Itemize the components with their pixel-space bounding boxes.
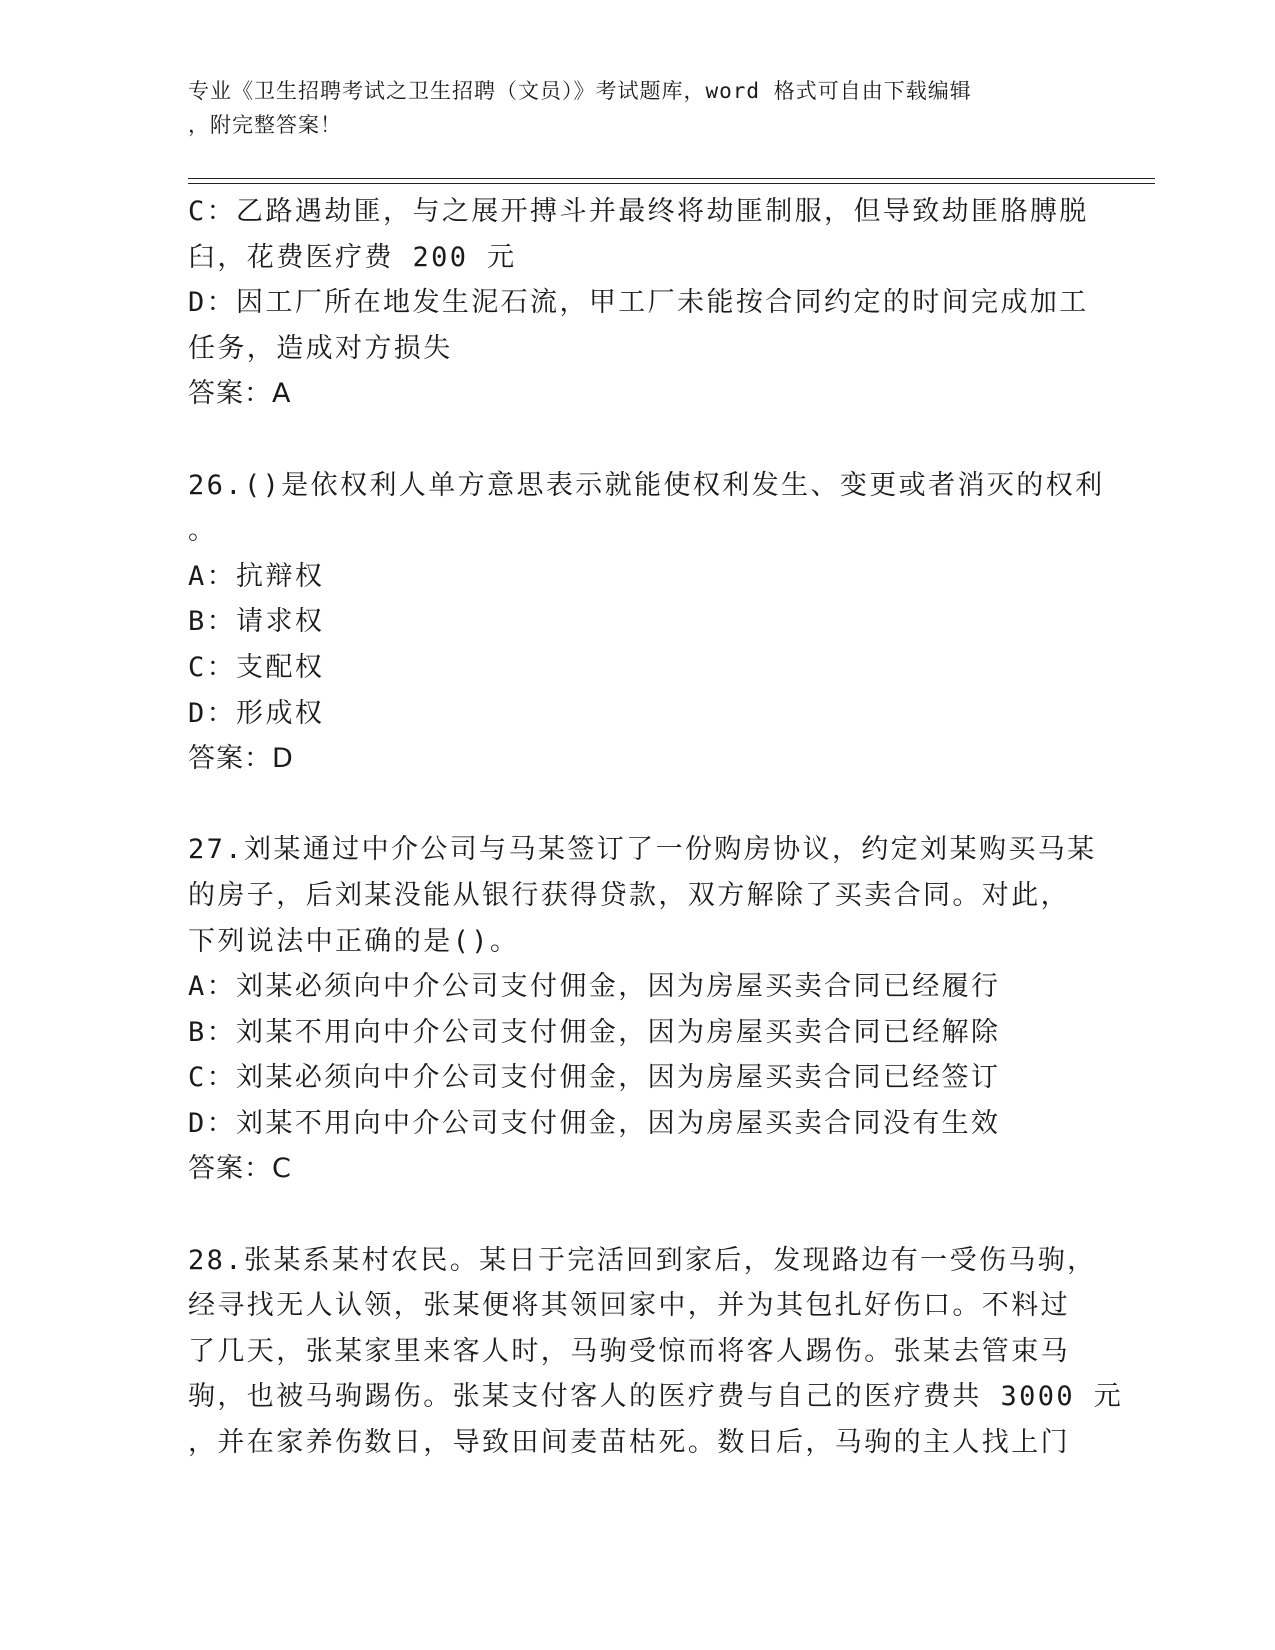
header-divider-top: [188, 178, 1155, 179]
option-c-line-1: C：乙路遇劫匪，与之展开搏斗并最终将劫匪制服，但导致劫匪胳膊脱: [188, 196, 1089, 227]
spacer: [188, 782, 1088, 828]
question-stem-line-2: 。: [188, 515, 218, 547]
question-stem-line-1: 28.张某系某村农民。某日于完活回到家后，发现路边有一受伤马驹，: [188, 1244, 1097, 1276]
header-divider-bottom: [188, 183, 1155, 184]
answer-label: 答案：D: [188, 743, 294, 775]
option-b: B：请求权: [188, 606, 325, 638]
document-body: [188, 189, 1124, 1466]
option-b: B：刘某不用向中介公司支付佣金，因为房屋买卖合同已经解除: [188, 1016, 1001, 1048]
header-title-line-2: ，附完整答案！: [188, 113, 342, 137]
spacer: [188, 1192, 1088, 1238]
question-stem-line-4: 驹，也被马驹踢伤。张某支付客人的医疗费与自己的医疗费共 3000 元: [188, 1381, 1124, 1413]
option-d: D：形成权: [188, 697, 325, 729]
option-a: A：抗辩权: [188, 560, 325, 592]
option-c: C：刘某必须向中介公司支付佣金，因为房屋买卖合同已经签订: [188, 1062, 1001, 1094]
question-stem-line-2: 的房子，后刘某没能从银行获得贷款，双方解除了买卖合同。对此，: [188, 879, 1070, 911]
option-d: D：刘某不用向中介公司支付佣金，因为房屋买卖合同没有生效: [188, 1107, 1001, 1139]
header-title-line-1: 专业《卫生招聘考试之卫生招聘（文员）》考试题库，word 格式可自由下载编辑: [188, 79, 972, 103]
question-stem-line-3: 下列说法中正确的是()。: [188, 925, 520, 957]
question-26: [188, 463, 1105, 782]
option-d-line-1: D：因工厂所在地发生泥石流，甲工厂未能按合同约定的时间完成加工: [188, 287, 1089, 319]
answer-label: 答案：A: [188, 378, 292, 410]
answer-label: 答案：C: [188, 1153, 292, 1185]
option-c: C：支配权: [188, 651, 325, 683]
option-d-line-2: 任务，造成对方损失: [188, 332, 453, 364]
question-25-tail: [188, 189, 1088, 417]
spacer: [188, 417, 1088, 463]
question-27: [188, 827, 1097, 1192]
question-28: [188, 1238, 1124, 1466]
option-c-line-2: 臼，花费医疗费 200 元: [188, 241, 517, 273]
option-a: A：刘某必须向中介公司支付佣金，因为房屋买卖合同已经履行: [188, 971, 1001, 1003]
question-stem-line-2: 经寻找无人认领，张某便将其领回家中，并为其包扎好伤口。不料过: [188, 1290, 1070, 1322]
question-stem-line-3: 了几天，张某家里来客人时，马驹受惊而将客人踢伤。张某去管束马: [188, 1335, 1070, 1367]
question-stem-line-5: ，并在家养伤数日，导致田间麦苗枯死。数日后，马驹的主人找上门: [188, 1427, 1070, 1459]
question-stem-line-1: 26.()是依权利人单方意思表示就能使权利发生、变更或者消灭的权利: [188, 469, 1105, 501]
question-stem-line-1: 27.刘某通过中介公司与马某签订了一份购房协议，约定刘某购买马某: [188, 834, 1097, 866]
document-header: [188, 74, 1068, 142]
